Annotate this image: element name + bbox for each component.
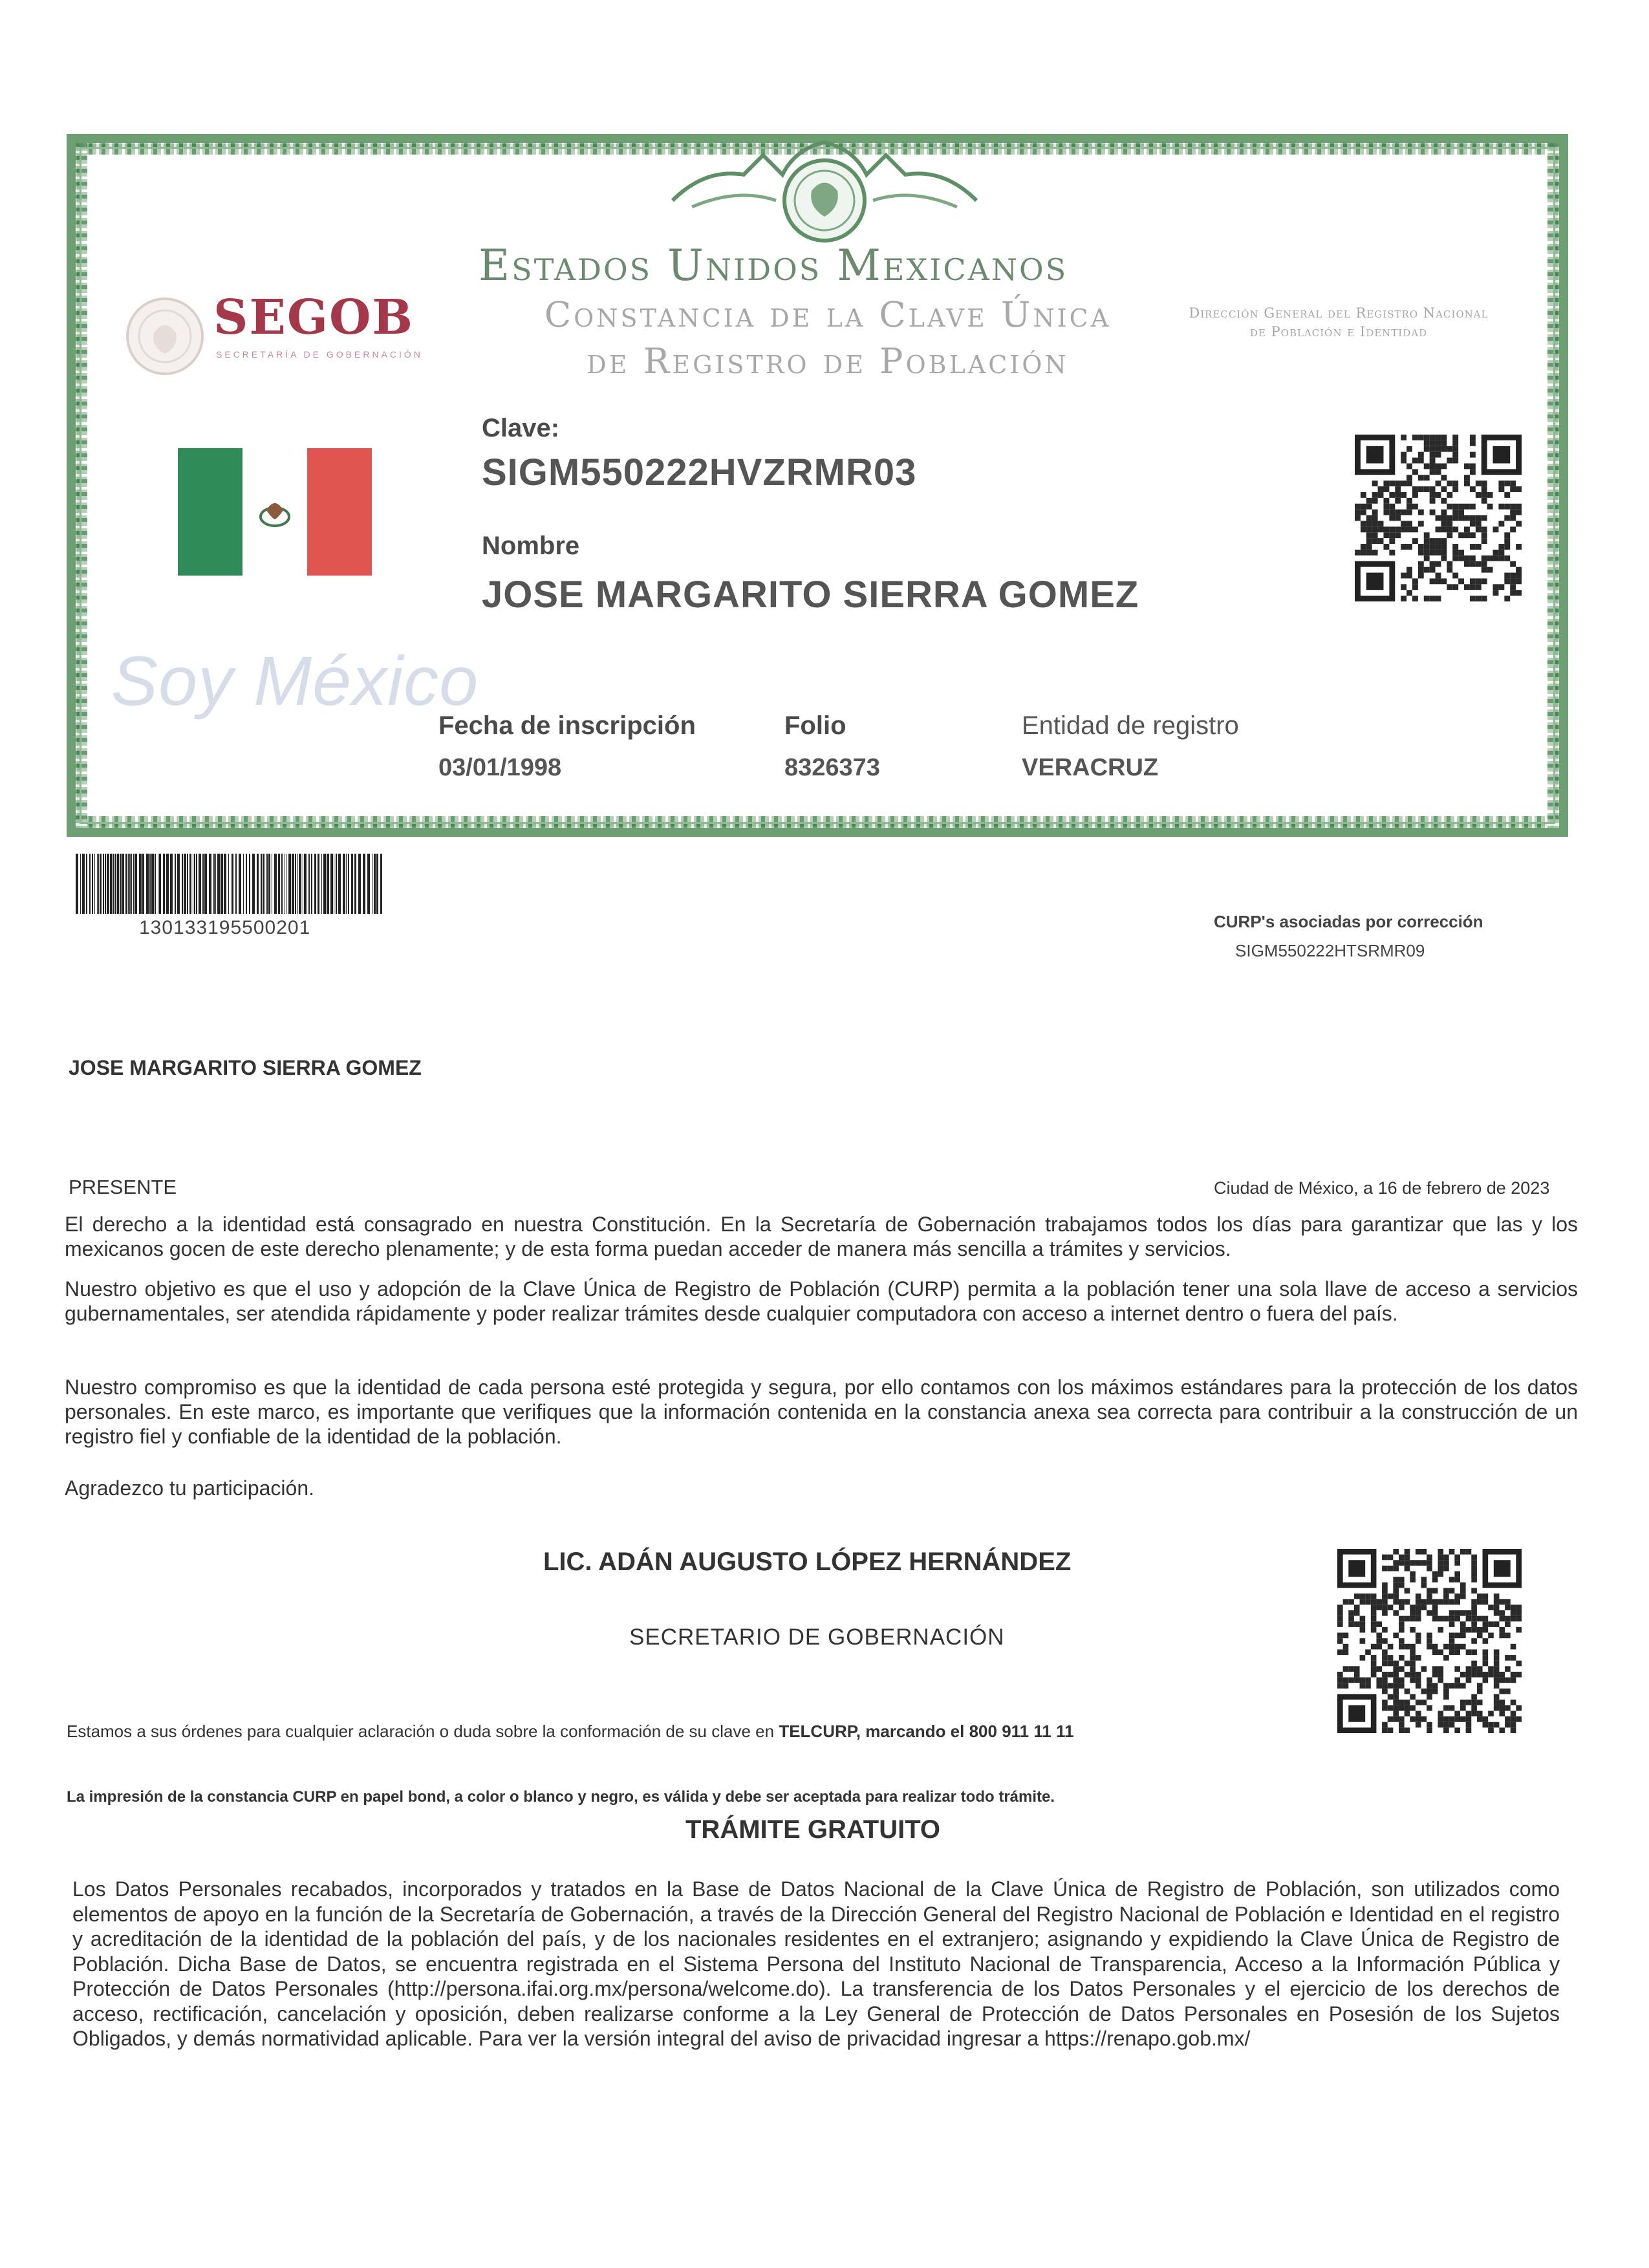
associated-curp-label: CURP's asociadas por corrección xyxy=(1214,912,1483,931)
segob-subtitle: SECRETARÍA DE GOBERNACIÓN xyxy=(216,349,423,360)
letter-closing: Agradezco tu participación. xyxy=(65,1476,314,1500)
folio-label: Folio xyxy=(784,711,846,740)
fecha-inscripcion-label: Fecha de inscripción xyxy=(438,711,696,740)
flag-green-stripe xyxy=(178,448,242,576)
qr-code-icon xyxy=(1355,435,1522,601)
tramite-gratuito-heading: TRÁMITE GRATUITO xyxy=(685,1815,941,1844)
agency-name: Dirección General del Registro Nacional de Población e Identidad xyxy=(1189,305,1489,340)
barcode-number: 130133195500201 xyxy=(139,917,311,938)
nombre-label: Nombre xyxy=(482,532,580,560)
curp-value: SIGM550222HVZRMR03 xyxy=(482,451,917,493)
fecha-inscripcion-value: 03/01/1998 xyxy=(438,754,562,781)
national-coat-of-arms-icon xyxy=(666,129,983,246)
flag-red-stripe xyxy=(307,448,372,576)
document-title-line-1: Constancia de la Clave Única xyxy=(544,294,1112,335)
qr-code-icon xyxy=(1337,1549,1522,1733)
flag-white-stripe xyxy=(242,448,307,576)
recipient-name: JOSE MARGARITO SIERRA GOMEZ xyxy=(69,1056,422,1079)
presente-salutation: PRESENTE xyxy=(69,1176,177,1198)
signer-title: SECRETARIO DE GOBERNACIÓN xyxy=(629,1625,1005,1650)
letter-paragraph-1: El derecho a la identidad está consagrado en nuestra Constitución. En la Secretaría de Gobernación trabajamos todos los días para garantizar que las y los mexicanos gocen de este derecho plenamente; y de esta forma puedan acceder de manera más sencilla a trámites y servicios. xyxy=(65,1213,1578,1260)
letter-paragraph-2: Nuestro objetivo es que el uso y adopción de la Clave Única de Registro de Población (CURP) permita a la población tener una sola llave de acceso a servicios gubernamentales, ser atendida rápidamente y poder realizar trámites desde cualquier computadora con acceso a internet dentro o fuera del país. xyxy=(65,1277,1578,1325)
place-and-date: Ciudad de México, a 16 de febrero de 2023 xyxy=(1214,1178,1550,1198)
country-heading: Estados Unidos Mexicanos xyxy=(479,241,1068,290)
signer-name: LIC. ADÁN AUGUSTO LÓPEZ HERNÁNDEZ xyxy=(543,1548,1072,1576)
soy-mexico-watermark: Soy México xyxy=(111,642,479,720)
privacy-notice: Los Datos Personales recabados, incorporados y tratados en la Base de Datos Nacional de la Clave Única de Registro de Población, son utilizados como elementos de apoyo en la función de la Secretaría de Gobernación, a través de la Dirección General del Registro Nacional de Población e Identidad en el registro y acreditación de la identidad de la población del país, y de los nacionales residentes en el extranjero; asignando y expidiendo la Clave Única de Registro de Población. Dicha Base de Datos, se encuentra registrada en el Sistema Persona del Instituto Nacional de Transparencia, Acceso a la Información Pública y Protección de Datos Personales (http://persona.ifai.org.mx/persona/welcome.do). La transferencia de los Datos Personales y el ejercicio de los derechos de acceso, rectificación, cancelación y oposición, deben realizarse conforme a la Ley General de Protección de Datos Personales en Posesión de los Sujetos Obligados, y demás normatividad aplicable. Para ver la versión integral del aviso de privacidad ingresar a https://renapo.gob.mx/ xyxy=(72,1877,1560,2050)
entidad-registro-value: VERACRUZ xyxy=(1022,754,1159,781)
bond-paper-note: La impresión de la constancia CURP en papel bond, a color o blanco y negro, es válida y debe ser aceptada para realizar todo trámite. xyxy=(67,1788,1055,1806)
clave-label: Clave: xyxy=(482,414,560,442)
entidad-registro-label: Entidad de registro xyxy=(1022,711,1239,740)
nombre-value: JOSE MARGARITO SIERRA GOMEZ xyxy=(482,574,1139,616)
document-title-line-2: de Registro de Población xyxy=(587,341,1069,382)
folio-value: 8326373 xyxy=(784,754,880,781)
segob-logo-text: SEGOB xyxy=(213,290,415,345)
telcurp-note xyxy=(67,1722,1074,1742)
segob-seal-icon xyxy=(123,294,207,378)
telcurp-phone: TELCURP, marcando el 800 911 11 11 xyxy=(779,1722,1074,1741)
mexican-flag-icon xyxy=(178,448,372,576)
associated-curp-value: SIGM550222HTSRMR09 xyxy=(1235,941,1425,960)
letter-paragraph-3: Nuestro compromiso es que la identidad de cada persona esté protegida y segura, por ello contamos con los máximos estándares para la protección de los datos personales. En este marco, es importante que verifiques que la información contenida en la constancia anexa sea correcta para contribuir a la construcción de un registro fiel y confiable de la identidad de la población. xyxy=(65,1376,1578,1448)
telcurp-text: Estamos a sus órdenes para cualquier aclaración o duda sobre la conformación de su clave en xyxy=(67,1722,775,1741)
barcode-icon xyxy=(73,854,383,914)
flag-eagle-icon xyxy=(252,490,297,535)
